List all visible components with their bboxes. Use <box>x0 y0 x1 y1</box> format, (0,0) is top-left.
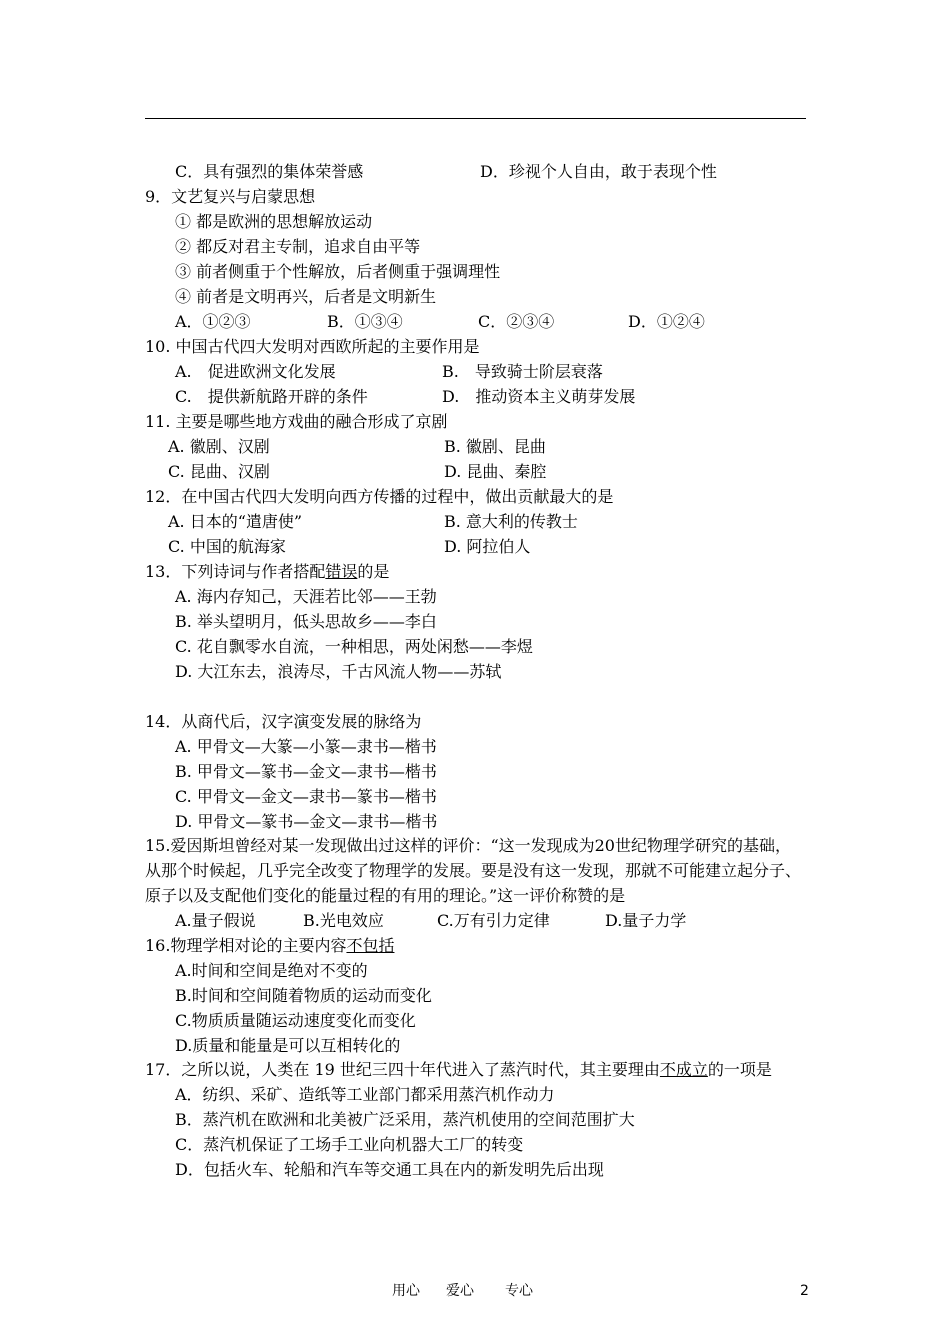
q9-option-d: D．①②④ <box>628 312 705 331</box>
q13-stem-pre: 13．下列诗词与作者搭配 <box>145 562 326 581</box>
footer-word-2: 爱心 <box>446 1283 474 1299</box>
q16-option-d: D.质量和能量是可以互相转化的 <box>175 1036 401 1055</box>
q8-option-d: D．珍视个人自由，敢于表现个性 <box>480 162 717 181</box>
q13-option-b: B. 举头望明月，低头思故乡——李白 <box>175 612 437 631</box>
q12-option-a: A. 日本的“遣唐使” <box>168 512 303 531</box>
q10-option-c: C. 提供新航路开辟的条件 <box>175 387 368 406</box>
q15-option-b: B.光电效应 <box>303 911 384 930</box>
q9-option-c: C．②③④ <box>478 312 555 331</box>
q11-option-b: B. 徽剧、昆曲 <box>444 437 546 456</box>
q14-stem: 14．从商代后，汉字演变发展的脉络为 <box>145 712 422 731</box>
q16-stem <box>145 936 394 956</box>
q17-option-b: B．蒸汽机在欧洲和北美被广泛采用，蒸汽机使用的空间范围扩大 <box>175 1110 635 1129</box>
q9-option-b: B．①③④ <box>327 312 403 331</box>
q16-stem-pre: 16.物理学相对论的主要内容 <box>145 936 347 955</box>
q9-stem: 9．文艺复兴与启蒙思想 <box>145 187 316 206</box>
page-number: 2 <box>800 1283 809 1299</box>
q10-option-d: D. 推动资本主义萌芽发展 <box>442 387 636 406</box>
q17-option-a: A．纺织、采矿、造纸等工业部门都采用蒸汽机作动力 <box>175 1085 555 1104</box>
q17-stem-pre: 17．之所以说，人类在 19 世纪三四十年代进入了蒸汽时代，其主要理由 <box>145 1060 660 1079</box>
q13-stem <box>145 562 389 582</box>
q13-stem-post: 的是 <box>357 562 390 581</box>
q11-option-c: C. 昆曲、汉剧 <box>168 462 270 481</box>
q15-option-d: D.量子力学 <box>605 911 687 930</box>
q15-stem-line-2: 从那个时候起，几乎完全改变了物理学的发展。要是没有这一发现，那就不可能建立起分子、 <box>145 861 802 880</box>
q8-option-c: C．具有强烈的集体荣誉感 <box>175 162 364 181</box>
q17-option-c: C．蒸汽机保证了工场手工业向机器大工厂的转变 <box>175 1135 524 1154</box>
q10-option-a: A. 促进欧洲文化发展 <box>175 362 336 381</box>
q9-statement-4: ④ 前者是文明再兴，后者是文明新生 <box>175 287 437 306</box>
q14-option-a: A. 甲骨文—大篆—小篆—隶书—楷书 <box>175 737 437 756</box>
q13-stem-underline: 错误 <box>325 562 358 581</box>
footer-word-1: 用心 <box>392 1283 420 1299</box>
q11-stem: 11. 主要是哪些地方戏曲的融合形成了京剧 <box>145 412 448 431</box>
q11-option-d: D. 昆曲、秦腔 <box>444 462 547 481</box>
q14-option-c: C. 甲骨文—金文—隶书—篆书—楷书 <box>175 787 437 806</box>
q13-option-a: A. 海内存知己，天涯若比邻——王勃 <box>175 587 437 606</box>
q9-statement-1: ① 都是欧洲的思想解放运动 <box>175 212 373 231</box>
q15-option-a: A.量子假说 <box>175 911 256 930</box>
q16-option-a: A.时间和空间是绝对不变的 <box>175 961 368 980</box>
q9-statement-3: ③ 前者侧重于个性解放，后者侧重于强调理性 <box>175 262 501 281</box>
q16-stem-underline: 不包括 <box>346 936 395 955</box>
q17-stem <box>145 1060 772 1080</box>
q16-option-c: C.物质质量随运动速度变化而变化 <box>175 1011 416 1030</box>
q17-stem-post: 的一项是 <box>707 1060 772 1079</box>
q9-statement-2: ② 都反对君主专制，追求自由平等 <box>175 237 421 256</box>
header-rule <box>145 118 806 119</box>
q12-option-d: D. 阿拉伯人 <box>444 537 531 556</box>
q16-option-b: B.时间和空间随着物质的运动而变化 <box>175 986 432 1005</box>
q15-stem-line-3: 原子以及支配他们变化的能量过程的有用的理论。”这一评价称赞的是 <box>145 886 626 905</box>
q13-option-c: C. 花自飘零水自流，一种相思，两处闲愁——李煜 <box>175 637 533 656</box>
q17-stem-underline: 不成立 <box>659 1060 708 1079</box>
q11-option-a: A. 徽剧、汉剧 <box>168 437 270 456</box>
q13-option-d: D. 大江东去，浪涛尽，千古风流人物——苏轼 <box>175 662 502 681</box>
q17-option-d: D．包括火车、轮船和汽车等交通工具在内的新发明先后出现 <box>175 1160 604 1179</box>
q12-option-b: B. 意大利的传教士 <box>444 512 578 531</box>
q14-option-d: D. 甲骨文—篆书—金文—隶书—楷书 <box>175 812 438 831</box>
q15-option-c: C.万有引力定律 <box>437 911 550 930</box>
q14-option-b: B. 甲骨文—篆书—金文—隶书—楷书 <box>175 762 437 781</box>
q12-option-c: C. 中国的航海家 <box>168 537 286 556</box>
q12-stem: 12．在中国古代四大发明向西方传播的过程中，做出贡献最大的是 <box>145 487 614 506</box>
q10-stem: 10. 中国古代四大发明对西欧所起的主要作用是 <box>145 337 480 356</box>
q10-option-b: B. 导致骑士阶层衰落 <box>442 362 603 381</box>
q9-option-a: A．①②③ <box>175 312 251 331</box>
footer-word-3: 专心 <box>505 1283 533 1299</box>
q15-stem-line-1: 15.爱因斯坦曾经对某一发现做出过这样的评价：“这一发现成为20世纪物理学研究的基础， <box>145 836 791 855</box>
